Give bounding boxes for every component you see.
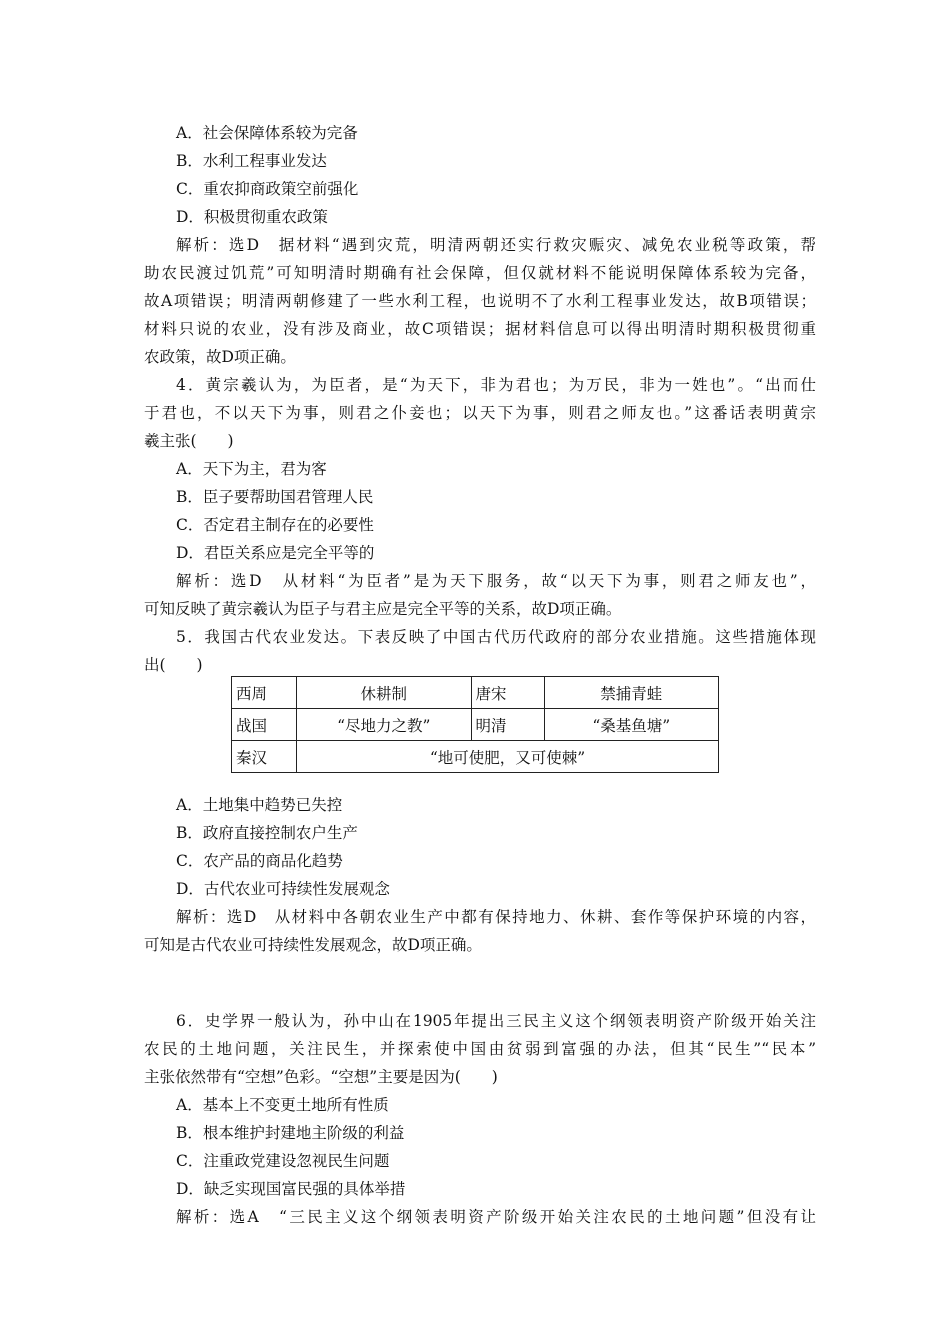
q4-option-c: C．否定君主制存在的必要性 <box>176 516 374 534</box>
q6-option-a: A．基本上不变更土地所有性质 <box>176 1096 389 1114</box>
q4-option-b: B．臣子要帮助国君管理人民 <box>176 488 374 506</box>
q3-option-a: A．社会保障体系较为完备 <box>176 124 358 142</box>
table-cell: 禁捕青蛙 <box>544 677 719 709</box>
q3-option-c: C．重农抑商政策空前强化 <box>176 180 359 198</box>
table-row <box>232 741 719 773</box>
table-cell: “尽地力之教” <box>297 709 472 741</box>
q4-analysis-line: 可知反映了黄宗羲认为臣子与君主应是完全平等的关系，故D项正确。 <box>144 600 622 618</box>
agriculture-measures-table <box>231 676 719 773</box>
q4-analysis-line: 解析：选D 从材料“为臣者”是为天下服务，故“以天下为事，则君之师友也”， <box>176 572 816 590</box>
table-cell: 休耕制 <box>297 677 472 709</box>
q5-stem-line: 出( ) <box>144 656 203 674</box>
table-row <box>232 677 719 709</box>
q5-option-d: D．古代农业可持续性发展观念 <box>176 880 390 898</box>
q5-analysis-line: 解析：选D 从材料中各朝农业生产中都有保持地力、休耕、套作等保护环境的内容， <box>176 908 816 926</box>
q3-option-b: B．水利工程事业发达 <box>176 152 327 170</box>
q3-analysis-line: 材料只说的农业，没有涉及商业，故C项错误；据材料信息可以得出明清时期积极贯彻重 <box>144 320 816 338</box>
q5-option-b: B．政府直接控制农户生产 <box>176 824 358 842</box>
q3-analysis-line: 解析：选D 据材料“遇到灾荒，明清两朝还实行救灾赈灾、减免农业税等政策，帮 <box>176 236 816 254</box>
q5-stem-line: 5．我国古代农业发达。下表反映了中国古代历代政府的部分农业措施。这些措施体现 <box>176 628 816 646</box>
q6-stem-line: 6．史学界一般认为，孙中山在1905年提出三民主义这个纲领表明资产阶级开始关注 <box>176 1012 816 1030</box>
q4-option-a: A．天下为主，君为客 <box>176 460 327 478</box>
q6-stem-line: 农民的土地问题，关注民生，并探索使中国由贫弱到富强的办法，但其“民生”“民本” <box>144 1040 816 1058</box>
q3-analysis-line: 农政策，故D项正确。 <box>144 348 296 366</box>
table-cell: 战国 <box>232 709 297 741</box>
q4-stem-line: 羲主张( ) <box>144 432 234 450</box>
q5-option-c: C．农产品的商品化趋势 <box>176 852 343 870</box>
table-cell: 明清 <box>471 709 544 741</box>
table-row <box>232 709 719 741</box>
q3-analysis-line: 故A项错误；明清两朝修建了一些水利工程，也说明不了水利工程事业发达，故B项错误； <box>144 292 816 310</box>
table-cell: “桑基鱼塘” <box>544 709 719 741</box>
q5-analysis-line: 可知是古代农业可持续性发展观念，故D项正确。 <box>144 936 482 954</box>
table-cell: 唐宋 <box>471 677 544 709</box>
q4-stem-line: 4．黄宗羲认为，为臣者，是“为天下，非为君也；为万民，非为一姓也”。“出而仕 <box>176 376 816 394</box>
q6-option-b: B．根本维护封建地主阶级的利益 <box>176 1124 405 1142</box>
q6-option-d: D．缺乏实现国富民强的具体举措 <box>176 1180 406 1198</box>
q4-option-d: D．君臣关系应是完全平等的 <box>176 544 375 562</box>
q4-stem-line: 于君也，不以天下为事，则君之仆妾也；以天下为事，则君之师友也。”这番话表明黄宗 <box>144 404 816 422</box>
q6-stem-line: 主张依然带有“空想”色彩。“空想”主要是因为( ) <box>144 1068 498 1086</box>
q3-analysis-line: 助农民渡过饥荒”可知明清时期确有社会保障，但仅就材料不能说明保障体系较为完备， <box>144 264 816 282</box>
q6-option-c: C．注重政党建设忽视民生问题 <box>176 1152 390 1170</box>
q5-option-a: A．土地集中趋势已失控 <box>176 796 343 814</box>
table-cell: 秦汉 <box>232 741 297 773</box>
q3-option-d: D．积极贯彻重农政策 <box>176 208 328 226</box>
q6-analysis-line: 解析：选A “三民主义这个纲领表明资产阶级开始关注农民的土地问题”但没有让 <box>176 1208 816 1226</box>
table-cell: 西周 <box>232 677 297 709</box>
table-cell: “地可使肥，又可使棘” <box>297 741 719 773</box>
